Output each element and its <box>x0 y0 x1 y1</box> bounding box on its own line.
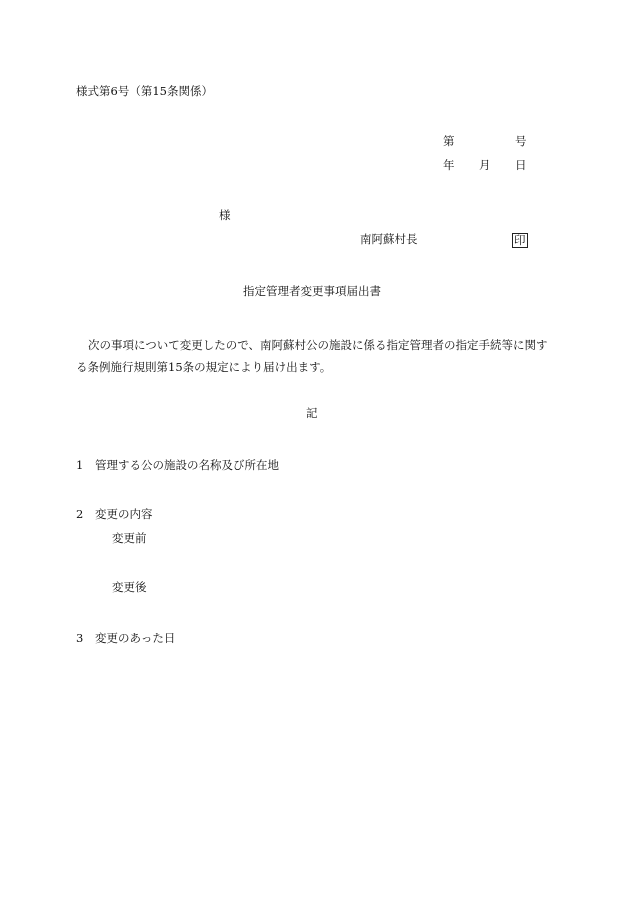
body-paragraph: 次の事項について変更したので、南阿蘇村公の施設に係る指定管理者の指定手続等に関する条例施行規則第15条の規定により届け出ます。 <box>76 338 548 374</box>
item-1-label: 管理する公の施設の名称及び所在地 <box>95 458 279 472</box>
seal-mark <box>512 233 528 248</box>
date-month: 月 <box>479 158 491 172</box>
item-3-number: 3 <box>76 631 84 645</box>
date-day: 日 <box>515 158 527 172</box>
item-2-label: 変更の内容 <box>95 507 153 521</box>
change-before-label: 変更前 <box>112 531 147 545</box>
number-prefix: 第 <box>443 134 455 148</box>
document-title: 指定管理者変更事項届出書 <box>243 284 381 298</box>
date-year: 年 <box>443 158 455 172</box>
sender-name: 南阿蘇村長 <box>360 232 418 246</box>
form-number: 様式第6号（第15条関係） <box>76 84 213 98</box>
ki-heading: 記 <box>306 406 318 420</box>
seal-label: 印 <box>514 233 526 247</box>
change-after-label: 変更後 <box>112 580 147 594</box>
item-3-label: 変更のあった日 <box>95 631 176 645</box>
addressee-suffix: 様 <box>219 208 231 222</box>
number-suffix: 号 <box>515 134 527 148</box>
item-2-number: 2 <box>76 507 84 521</box>
item-1-number: 1 <box>76 458 84 472</box>
